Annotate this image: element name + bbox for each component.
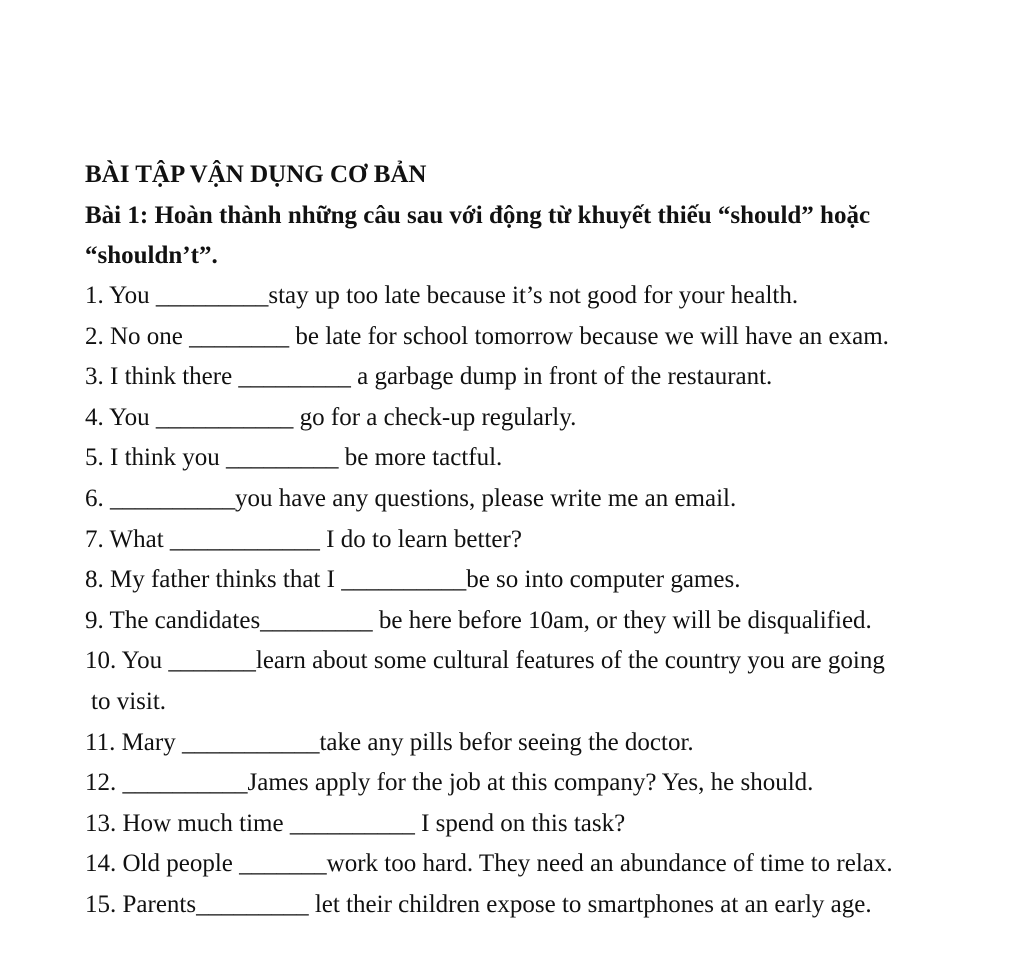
question-5: 5. I think you _________ be more tactful. [85, 444, 503, 472]
question-3: 3. I think there _________ a garbage dump in front of the restaurant. [85, 363, 773, 391]
question-10-continuation: to visit. [91, 687, 167, 715]
question-14: 14. Old people _______work too hard. They need an abundance of time to relax. [85, 850, 893, 878]
question-9: 9. The candidates_________ be here before 10am, or they will be disqualified. [85, 606, 872, 634]
question-list [85, 276, 965, 926]
question-7: 7. What ____________ I do to learn better? [85, 525, 522, 553]
worksheet-title: BÀI TẬP VẬN DỤNG CƠ BẢN [85, 161, 427, 188]
question-4: 4. You ___________ go for a check-up regularly. [85, 403, 577, 431]
question-15: 15. Parents_________ let their children expose to smartphones at an early age. [85, 890, 872, 918]
question-10: 10. You _______learn about some cultural features of the country you are going [85, 647, 885, 675]
question-2: 2. No one ________ be late for school tomorrow because we will have an exam. [85, 322, 889, 350]
exercise-instruction: Bài 1: Hoàn thành những câu sau với động từ khuyết thiếu “should” hoặc “shouldn’t”. [85, 202, 871, 269]
question-13: 13. How much time __________ I spend on this task? [85, 809, 626, 837]
worksheet [85, 156, 965, 926]
question-11: 11. Mary ___________take any pills befor seeing the doctor. [85, 728, 694, 756]
question-8: 8. My father thinks that I __________be so into computer games. [85, 566, 741, 594]
question-1: 1. You _________stay up too late because it’s not good for your health. [85, 282, 799, 309]
question-6: 6. __________you have any questions, please write me an email. [85, 484, 737, 512]
question-12: 12. __________James apply for the job at this company? Yes, he should. [85, 769, 814, 797]
